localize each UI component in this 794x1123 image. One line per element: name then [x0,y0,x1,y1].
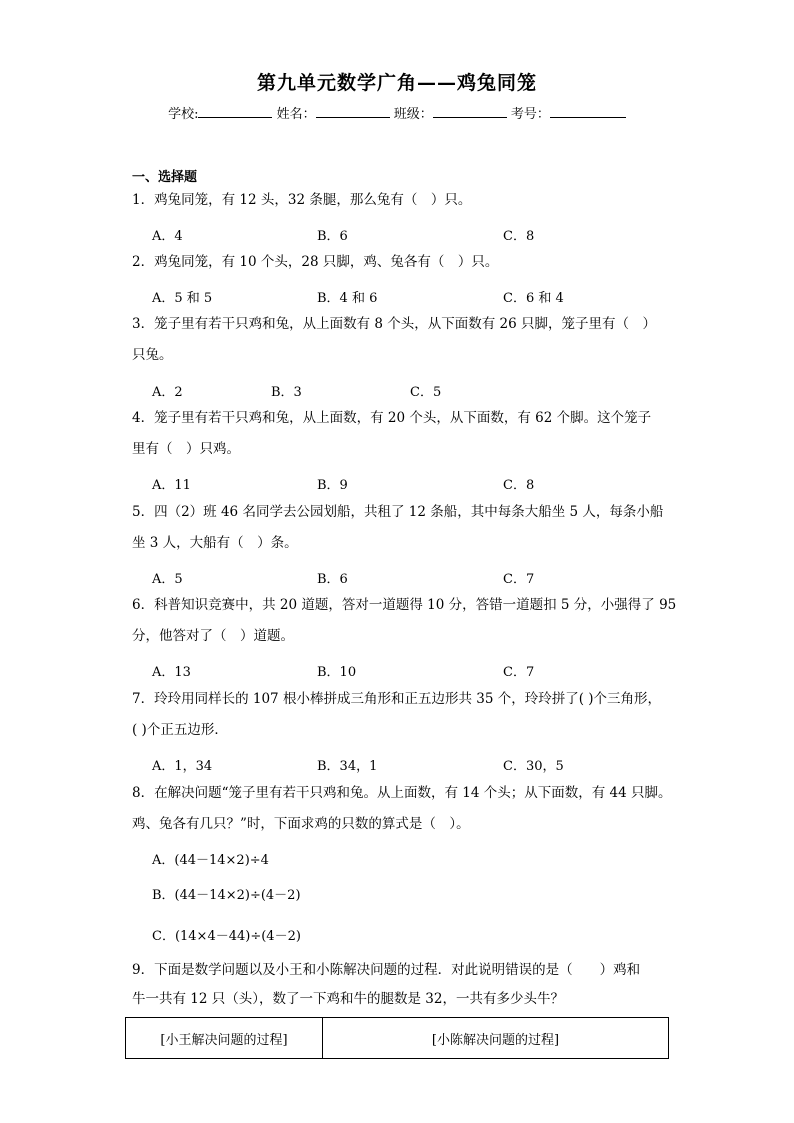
question-8-line-1: 8．在解决问题“笼子里有若干只鸡和兔。从上面数，有 14 个头；从下面数，有 44 只脚。 [132,785,672,801]
q8-option-a[interactable]: A．(44－14×2)÷4 [152,853,269,868]
question-2: 2．鸡兔同笼，有 10 个头，28 只脚，鸡、兔各有（ ）只。 [132,254,499,270]
q2-option-a[interactable]: A．5 和 5 [152,291,213,306]
q7-option-a[interactable]: A．1，34 [152,759,213,774]
question-9-line-1: 9．下面是数学问题以及小王和小陈解决问题的过程．对此说明错误的是（ ）鸡和 [132,962,641,978]
q3-option-c[interactable]: C．5 [410,385,442,400]
question-7-line-2: ( )个正五边形． [132,722,228,738]
question-8-line-2: 鸡、兔各有几只？”时，下面求鸡的只数的算式是（ ）。 [132,816,470,832]
q4-option-a[interactable]: A．11 [152,478,191,493]
school-label: 学校: [168,107,199,122]
q1-option-b[interactable]: B．6 [317,229,348,244]
q1-option-c[interactable]: C．8 [503,229,535,244]
question-5-line-2: 坐 3 人，大船有（ ）条。 [132,535,298,551]
q3-option-b[interactable]: B．3 [271,385,302,400]
name-blank[interactable] [316,105,390,118]
question-5-line-1: 5．四（2）班 46 名同学去公园划船，共租了 12 条船，其中每条大船坐 5 人，每条小船 [132,504,664,520]
q8-option-b[interactable]: B．(44－14×2)÷(4－2) [152,888,301,903]
q5-option-c[interactable]: C．7 [503,572,535,587]
q8-option-c[interactable]: C．(14×4－44)÷(4－2) [152,929,301,944]
question-3-line-2: 只兔。 [132,347,173,363]
q4-option-b[interactable]: B．9 [317,478,348,493]
number-label: 考号： [510,107,550,122]
question-9-line-2: 牛一共有 12 只（头），数了一下鸡和牛的腿数是 32，一共有多少头牛？ [132,991,564,1007]
section-heading: 一、选择题 [132,170,198,185]
q5-option-a[interactable]: A．5 [152,572,183,587]
xiaochen-process-header: [小陈解决问题的过程] [323,1018,669,1059]
question-7-line-1: 7．玲玲用同样长的 107 根小棒拼成三角形和正五边形共 35 个，玲玲拼了( )个三角形， [132,691,662,707]
q1-option-a[interactable]: A．4 [152,229,183,244]
name-label: 姓名： [276,107,316,122]
question-3-line-1: 3．笼子里有若干只鸡和兔，从上面数有 8 个头，从下面数有 26 只脚，笼子里有（ ） [132,316,657,332]
page-title: 第九单元数学广角——鸡兔同笼 [256,72,537,94]
q6-option-b[interactable]: B．10 [317,665,357,680]
question-6-line-2: 分，他答对了（ ）道题。 [132,628,294,644]
q3-option-a[interactable]: A．2 [152,385,183,400]
q5-option-b[interactable]: B．6 [317,572,348,587]
question-4-line-1: 4．笼子里有若干只鸡和兔，从上面数，有 20 个头，从下面数，有 62 个脚。这个笼子 [132,410,652,426]
student-info-line [0,103,794,122]
q6-option-a[interactable]: A．13 [152,665,191,680]
number-blank[interactable] [550,105,626,118]
question-6-line-1: 6．科普知识竞赛中，共 20 道题，答对一道题得 10 分，答错一道题扣 5 分，小强得了 95 [132,597,677,613]
q6-option-c[interactable]: C．7 [503,665,535,680]
question-1: 1．鸡兔同笼，有 12 头，32 条腿，那么兔有（ ）只。 [132,192,472,208]
q2-option-c[interactable]: C．6 和 4 [503,291,564,306]
q2-option-b[interactable]: B．4 和 6 [317,291,378,306]
class-label: 班级： [393,107,433,122]
q4-option-c[interactable]: C．8 [503,478,535,493]
table-row [126,1018,669,1059]
xiaowang-process-header: [小王解决问题的过程] [126,1018,323,1059]
solution-process-table [125,1017,669,1059]
class-blank[interactable] [433,105,507,118]
q7-option-c[interactable]: C．30，5 [503,759,564,774]
question-4-line-2: 里有（ ）只鸡。 [132,441,240,457]
q7-option-b[interactable]: B．34，1 [317,759,378,774]
school-blank[interactable] [198,105,272,118]
